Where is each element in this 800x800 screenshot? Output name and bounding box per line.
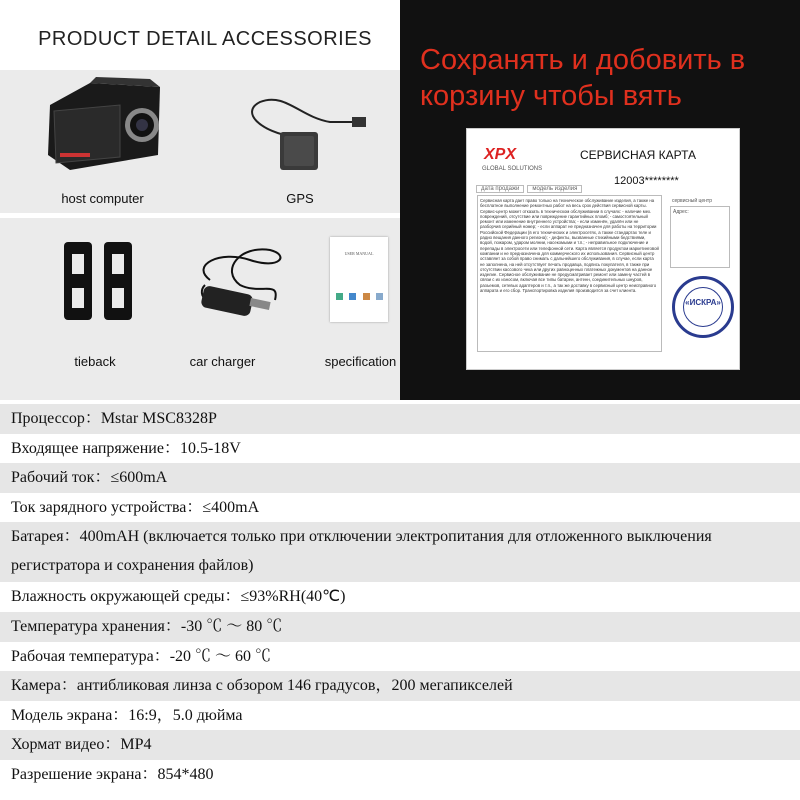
card-number: 12003******** [614, 175, 679, 187]
accessories-panel [0, 0, 400, 400]
spec-row: Камера：антибликовая линза с обзором 146 градусов，200 мегапикселей [0, 671, 800, 701]
app-icon [363, 293, 370, 300]
tab-sale-date: дата продажи [476, 185, 524, 193]
accessory-label-car-charger: car charger [189, 354, 256, 369]
accessories-title: PRODUCT DETAIL ACCESSORIES [38, 28, 372, 50]
manual-icons [336, 287, 383, 305]
accessory-label-tieback: tieback [74, 354, 116, 369]
spec-row: Батарея：400mAH (включается только при отключении электропитания для отложенного выключения регистратора и сохранения файлов) [0, 522, 800, 582]
service-center-label: сервисный центр [672, 198, 712, 204]
card-tabs [476, 185, 585, 193]
brand-subtitle: GLOBAL SOLUTIONS [482, 166, 543, 172]
app-icon [376, 293, 383, 300]
spec-row: Влажность окружающей среды：≤93%RH(40℃) [11, 588, 346, 606]
spec-list [0, 404, 800, 790]
spec-row: Ток зарядного устройства：≤400mA [11, 498, 260, 516]
accessory-label-gps: GPS [286, 191, 314, 206]
tieback-strap-icon [62, 240, 142, 325]
accessory-label-specification: specification [324, 354, 397, 369]
card-title: СЕРВИСНАЯ КАРТА [580, 148, 697, 162]
user-manual-icon [330, 237, 388, 322]
card-terms: Сервисная карта дает право только на техническое обслуживание изделия, а также на бесплатное выполнение ремонтных работ на весь срок действия сервисной карты. Сервис-центр может отказать в техническом обслуживании в случаях: - наличие мех. повреждений, отсутствие или повреждение гарантийных пломб; - самостоятельный ремонт или изменение внутреннего устройства; - если изменён, удалён или не разборчив серийный номер; - если аппарат не предназначен для работы на территории Российской Федерации (в его технических и электросетях, а также стандартах теле и радио вещания данного региона); - дефекты, вызванные стихийными бедствиями, водой, пожаром, ударом молнии, насекомыми и т.п.; - неправильное подключение и перепады в электросети или телефонной сети. Карта является продуктом маркетинговой компании и не предназначена для коммерческого их использования. Сервисный центр оставляет за собой право снимать с дальнейшего обслуживания, в случае, если карта не заполнена, на ней отсутствует печать продавца, подпись покупателя, в также при отсутствии кассового чека или других равноценных платежных документов на данное изделие. Сервисное обслуживание не предусматривает ремонт или замену частей в связи с их износом, включая все типы батареи, антенн, соединительных шнуров, разъемов, сетевых адаптеров и т.п., а так же доставку в сервисный центр неисправного аппарата и его сбор. Транспортировка изделия производится за счет клиента. [477, 195, 662, 352]
dashcam-icon [40, 75, 180, 180]
address-label: Адрес: [673, 209, 689, 215]
spec-row: Рабочий ток：≤600mA [0, 463, 800, 493]
spec-row: Процессор：Mstar MSC8328P [0, 404, 800, 434]
stamp-seal [672, 276, 734, 338]
stamp-text: «ИСКРА» [685, 298, 721, 307]
spec-row: Входящее напряжение：10.5-18V [11, 439, 241, 457]
promo-text: Сохранять и добовить в корзину чтобы вять [420, 44, 746, 112]
accessory-label-host: host computer [61, 191, 144, 206]
brand-logo: XPX [484, 146, 517, 163]
car-charger-icon [180, 240, 300, 330]
gps-module-icon [240, 92, 380, 182]
app-icon [336, 293, 343, 300]
address-box [670, 206, 730, 268]
spec-row: Рабочая температура：-20 ℃ ～ 60 ℃ [11, 647, 272, 665]
app-icon [349, 293, 356, 300]
spec-row: Модель экрана：16:9，5.0 дюйма [11, 706, 243, 724]
tab-model: модель изделия [527, 185, 582, 193]
spec-row: Разрешение экрана：854*480 [11, 765, 214, 783]
stamp-inner-ring [683, 287, 723, 327]
manual-title: USER MANUAL [344, 251, 374, 256]
spec-row: Температура хранения：-30 ℃ ～ 80 ℃ [0, 612, 800, 642]
spec-row: Хормат видео：MP4 [0, 730, 800, 760]
